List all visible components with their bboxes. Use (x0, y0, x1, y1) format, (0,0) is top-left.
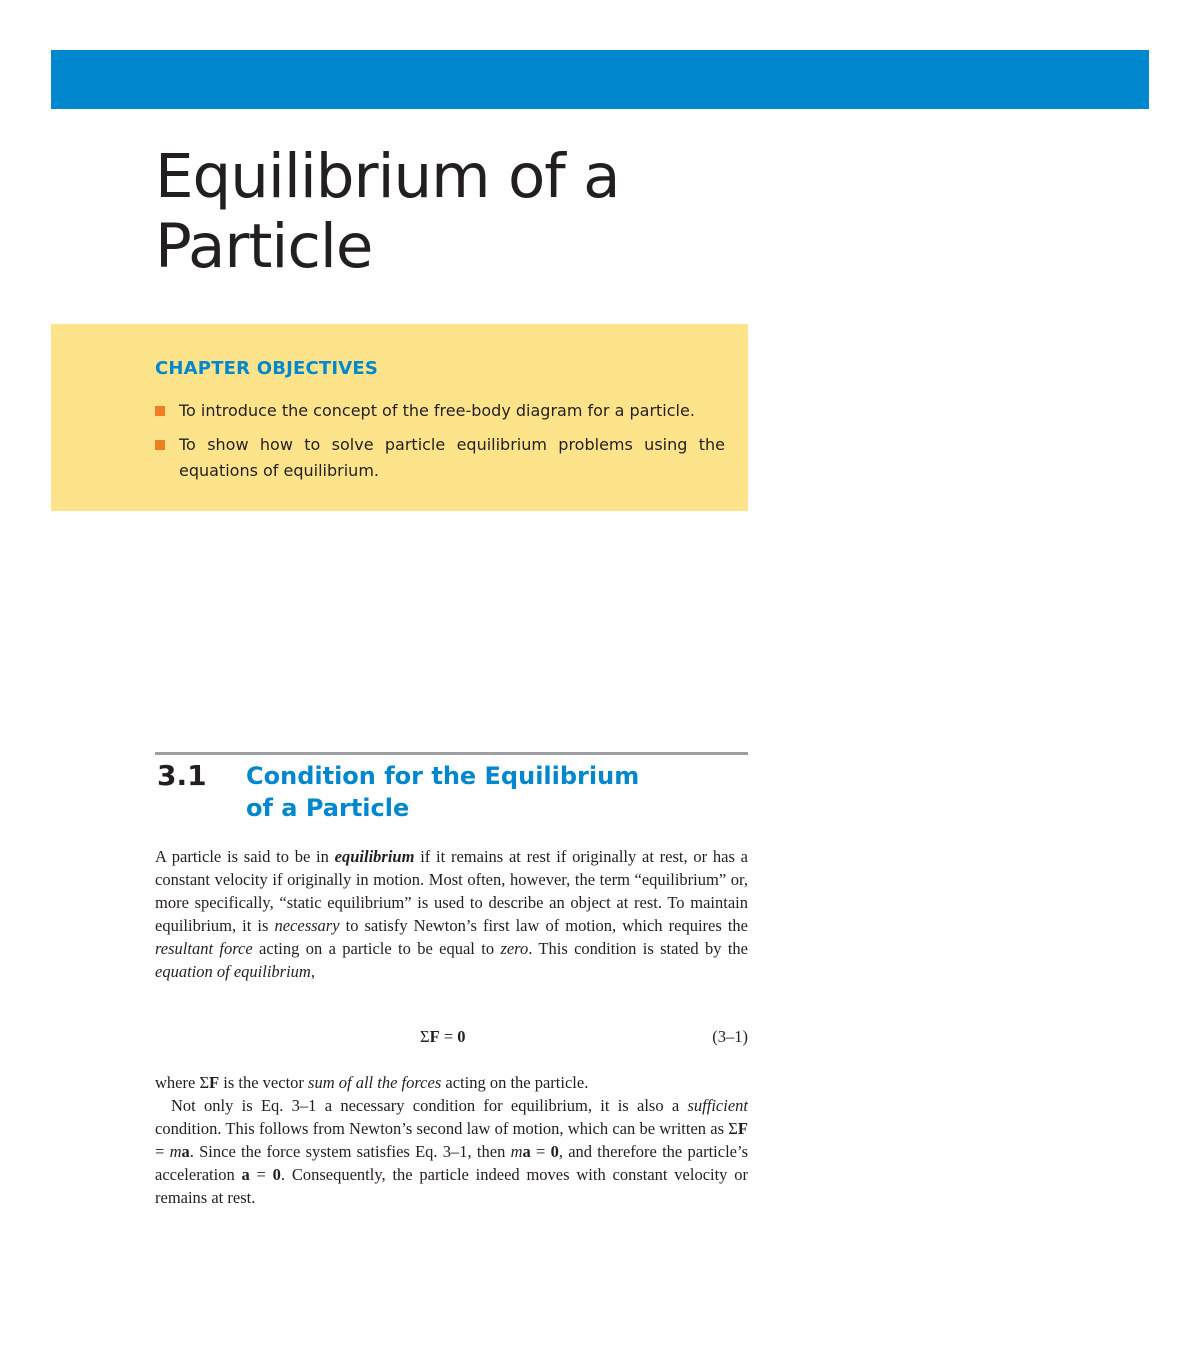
objectives-list (155, 398, 725, 492)
term-sufficient: sufficient (687, 1096, 748, 1115)
text-run: = (530, 1142, 551, 1161)
text-run: acting on the particle. (441, 1073, 589, 1092)
zero-vector: 0 (272, 1165, 281, 1184)
sigma-symbol: Σ (199, 1073, 210, 1092)
sigma-symbol: Σ (728, 1119, 738, 1138)
objective-text: To introduce the concept of the free-body diagram for a particle. (179, 401, 695, 420)
square-bullet-icon (155, 406, 165, 416)
chapter-title-line-2: Particle (155, 211, 373, 282)
term-zero: zero (500, 939, 529, 958)
objective-text: To show how to solve particle equilibrium problems using the equations of equilibrium. (179, 435, 725, 480)
text-run: = (249, 1165, 273, 1184)
text-run: , (310, 962, 315, 981)
chapter-title (155, 142, 620, 282)
text-run: , and therefore the particle’s acceleration (155, 1142, 748, 1184)
zero-vector: 0 (457, 1027, 466, 1046)
section-divider (155, 752, 748, 755)
term-resultant-force: resultant force (155, 939, 253, 958)
text-run: . Since the force system satisfies Eq. 3–1, then (189, 1142, 511, 1161)
text-run: . This condition is stated by the (528, 939, 748, 958)
sigma-symbol: Σ (420, 1027, 430, 1046)
mass-symbol: m (169, 1142, 182, 1161)
text-run: = (155, 1142, 170, 1161)
square-bullet-icon (155, 440, 165, 450)
section-title-line-1: Condition for the Equilibrium (246, 762, 640, 790)
term-sum-of-all-forces: sum of all the forces (308, 1073, 442, 1092)
text-run: condition. This follows from Newton’s second law of motion, which can be written as (155, 1119, 729, 1138)
paragraph-where-sum (155, 1071, 748, 1094)
objectives-heading: CHAPTER OBJECTIVES (155, 358, 379, 379)
acceleration-vector: a (522, 1142, 531, 1161)
equals-sign: = (439, 1027, 458, 1046)
chapter-objectives-box (51, 324, 748, 511)
objective-item (155, 432, 725, 484)
objective-item (155, 398, 725, 424)
text-run: . Consequently, the particle indeed moves with constant velocity or remains at rest. (155, 1165, 748, 1207)
chapter-title-line-1: Equilibrium of a (155, 141, 620, 212)
paragraph-equilibrium-definition (155, 845, 748, 983)
text-run: acting on a particle to be equal to (252, 939, 501, 958)
paragraph-sufficient-condition (155, 1094, 748, 1209)
term-equation-of-equilibrium: equation of equilibrium (155, 962, 311, 981)
text-run: where (155, 1073, 200, 1092)
mass-symbol: m (510, 1142, 523, 1161)
equation-3-1 (155, 1027, 748, 1051)
equation-expression (420, 1027, 466, 1047)
force-vector: F (429, 1027, 440, 1046)
text-run: to satisfy Newton’s first law of motion, which requires the (339, 916, 748, 935)
acceleration-vector: a (181, 1142, 190, 1161)
text-run: A particle is said to be in (155, 847, 335, 866)
equation-number: (3–1) (712, 1027, 748, 1046)
text-run: is the vector (219, 1073, 309, 1092)
force-vector: F (737, 1119, 748, 1138)
term-equilibrium: equilibrium (334, 847, 415, 866)
acceleration-vector: a (241, 1165, 250, 1184)
text-run: Not only is Eq. 3–1 a necessary condition for equilibrium, it is also a (171, 1096, 688, 1115)
term-necessary: necessary (274, 916, 340, 935)
section-number: 3.1 (157, 759, 207, 792)
section-title (246, 760, 706, 824)
text-run: if it remains at rest if originally at rest, or has a constant velocity if originally in motion. Most often, however, the term “equilibrium” or, more specifically, “static equilibrium” is used to describe an object at rest. To maintain equilibrium, it is (155, 847, 748, 935)
chapter-header-bar (51, 50, 1149, 109)
zero-vector: 0 (550, 1142, 559, 1161)
section-title-line-2: of a Particle (246, 794, 410, 822)
force-vector: F (209, 1073, 220, 1092)
